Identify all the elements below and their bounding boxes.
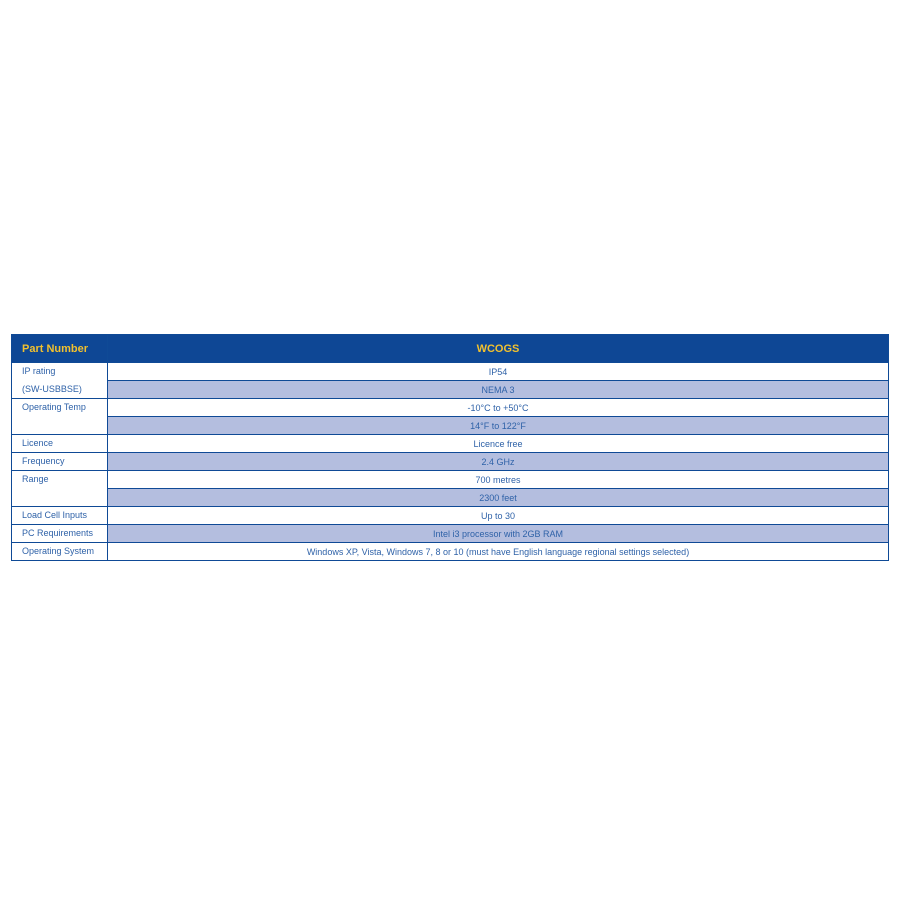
row-label: Operating Temp xyxy=(12,399,108,417)
row-value: Up to 30 xyxy=(108,507,889,525)
row-label: Licence xyxy=(12,435,108,453)
row-value: 14°F to 122°F xyxy=(108,417,889,435)
row-label: Operating System xyxy=(12,543,108,561)
table-row xyxy=(12,471,889,489)
row-label xyxy=(12,489,108,507)
row-value: -10°C to +50°C xyxy=(108,399,889,417)
table-row xyxy=(12,453,889,471)
row-value: Licence free xyxy=(108,435,889,453)
row-label: PC Requirements xyxy=(12,525,108,543)
table-row xyxy=(12,435,889,453)
row-value: 2300 feet xyxy=(108,489,889,507)
row-value: 700 metres xyxy=(108,471,889,489)
table-row xyxy=(12,399,889,417)
table-row xyxy=(12,363,889,381)
table-row xyxy=(12,525,889,543)
row-value: IP54 xyxy=(108,363,889,381)
table-row xyxy=(12,507,889,525)
row-label: Frequency xyxy=(12,453,108,471)
row-value: 2.4 GHz xyxy=(108,453,889,471)
table-row xyxy=(12,543,889,561)
row-value: Windows XP, Vista, Windows 7, 8 or 10 (must have English language regional settings selected) xyxy=(108,543,889,561)
table-row xyxy=(12,489,889,507)
header-value: WCOGS xyxy=(108,335,889,363)
table-row xyxy=(12,417,889,435)
row-label: IP rating xyxy=(12,363,108,381)
header-label: Part Number xyxy=(12,335,108,363)
row-value: NEMA 3 xyxy=(108,381,889,399)
row-label: Range xyxy=(12,471,108,489)
row-value: Intel i3 processor with 2GB RAM xyxy=(108,525,889,543)
row-label: Load Cell Inputs xyxy=(12,507,108,525)
table-header-row xyxy=(12,335,889,363)
row-label xyxy=(12,417,108,435)
row-label: (SW-USBBSE) xyxy=(12,381,108,399)
table-row xyxy=(12,381,889,399)
spec-table xyxy=(11,334,889,561)
